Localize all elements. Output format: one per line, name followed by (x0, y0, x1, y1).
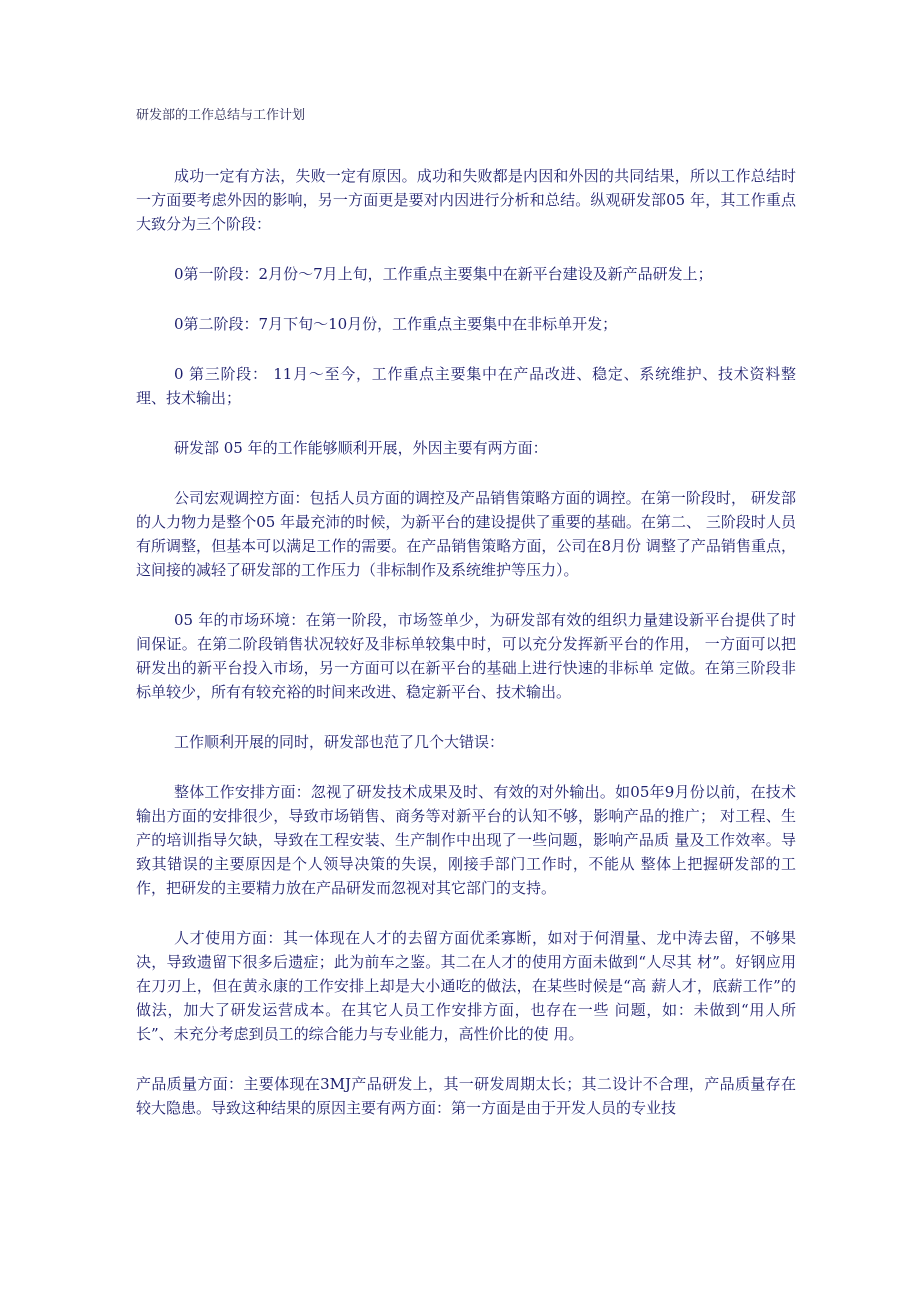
document-title: 研发部的工作总结与工作计划 (136, 108, 306, 123)
paragraph-talent-usage: 人才使用方面：其一体现在人才的去留方面优柔寡断，如对于何渭量、龙中涛去留，不够果决，导致遗留下很多后遗症；此为前车之鉴。其二在人才的使用方面未做到“人尽其 材”。好钢应用在刀刃上，但在黄永康的工作安排上却是大小通吃的做法，在某些时候是“高 薪人才，底薪工作”的做法，加大了研发运营成本。在其它人员工作安排方面，也存在一些 问题，如：未做到“用人所长”、未充分考虑到员工的综合能力与专业能力，高性价比的使 用。 (136, 929, 796, 1043)
paragraph-intro: 成功一定有方法，失败一定有原因。成功和失败都是内因和外因的共同结果，所以工作总结时一方面要考虑外因的影响，另一方面更是要对内因进行分析和总结。纵观研发部05 年，其工作重点大致分为三个阶段： (136, 167, 796, 233)
paragraph-product-quality: 产品质量方面：主要体现在3MJ产品研发上，其一研发周期太长；其二设计不合理，产品质量存在较大隐患。导致这种结果的原因主要有两方面：第一方面是由于开发人员的专业技 (136, 1075, 796, 1117)
paragraph-market-environment: 05 年的市场环境：在第一阶段，市场签单少，为研发部有效的组织力量建设新平台提供了时间保证。在第二阶段销售状况较好及非标单较集中时，可以充分发挥新平台的作用， 一方面可以把研发出的新平台投入市场，另一方面可以在新平台的基础上进行快速的非标单 定做。在第三阶段非标单较少，所有有较充裕的时间来改进、稳定新平台、技术输出。 (136, 611, 796, 701)
paragraph-stage-3: 0 第三阶段： 11月〜至今，工作重点主要集中在产品改进、稳定、系统维护、技术资料整理、技术输出； (136, 365, 796, 407)
paragraph-mistakes-intro: 工作顺利开展的同时，研发部也范了几个大错误： (174, 733, 505, 751)
paragraph-stage-2: 0第二阶段：7月下旬〜10月份，工作重点主要集中在非标单开发； (174, 315, 618, 333)
paragraph-work-arrangement: 整体工作安排方面：忽视了研发技术成果及时、有效的对外输出。如05年9月份以前，在技术输出方面的安排很少，导致市场销售、商务等对新平台的认知不够，影响产品的推广； 对工程、生产的培训指导欠缺，导致在工程安装、生产制作中出现了一些问题，影响产品质 量及工作效率。导致其错误的主要原因是个人领导决策的失误，刚接手部门工作时，不能从 整体上把握研发部的工作，把研发的主要精力放在产品研发而忽视对其它部门的支持。 (136, 783, 796, 897)
paragraph-macro-control: 公司宏观调控方面：包括人员方面的调控及产品销售策略方面的调控。在第一阶段时， 研发部的人力物力是整个05 年最充沛的时候，为新平台的建设提供了重要的基础。在第二、 三阶段时人员有所调整，但基本可以满足工作的需要。在产品销售策略方面，公司在8月份 调整了产品销售重点，这间接的减轻了研发部的工作压力（非标制作及系统维护等压力）。 (136, 489, 796, 579)
document-body (136, 164, 796, 1146)
paragraph-external-factors: 研发部 05 年的工作能够顺利开展，外因主要有两方面： (174, 439, 548, 457)
paragraph-stage-1: 0第一阶段：2月份〜7月上旬，工作重点主要集中在新平台建设及新产品研发上； (174, 265, 713, 283)
